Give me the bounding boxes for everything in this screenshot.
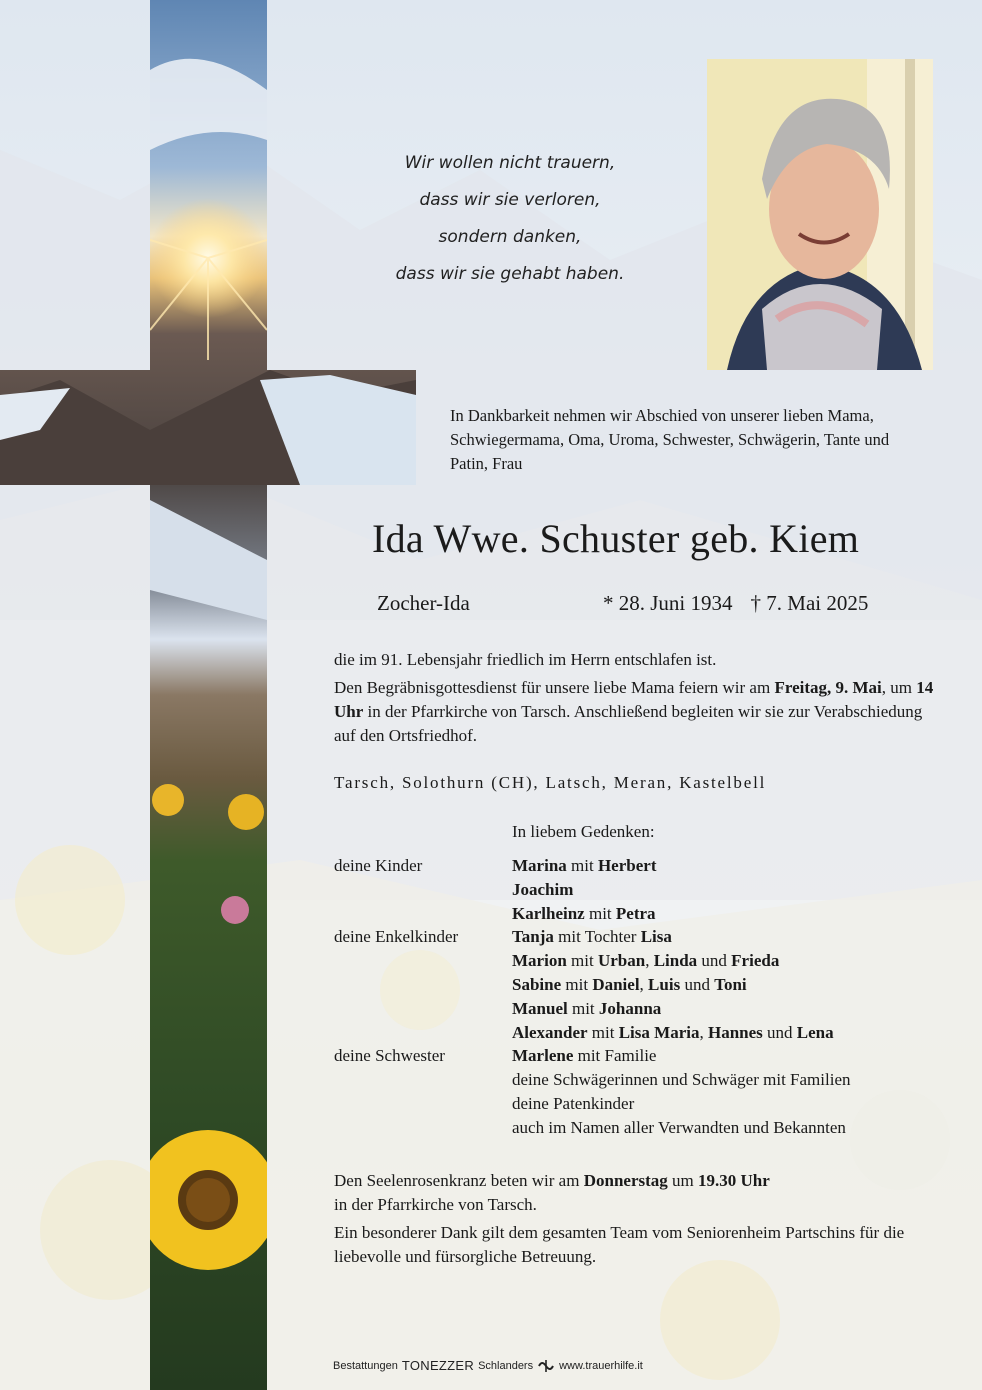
text-span: und [697, 951, 732, 971]
text-span: mit [587, 1022, 619, 1042]
person-name: Luis [648, 974, 681, 994]
text-span: und [680, 974, 715, 994]
list-item [334, 1044, 954, 1068]
person-name: Hannes [707, 1022, 763, 1042]
list-item [334, 902, 954, 926]
list-item [334, 1068, 954, 1092]
list-item [334, 925, 954, 949]
text-span: mit [566, 856, 598, 875]
person-name: Joachim [512, 879, 574, 899]
person-name: Marlene [512, 1046, 574, 1066]
text-span: mit Tochter [553, 927, 641, 947]
list-item [334, 1021, 954, 1045]
list-item [334, 854, 954, 878]
text-span: , [639, 974, 649, 994]
relation-label [334, 973, 512, 997]
poem-line: dass wir sie gehabt haben. [395, 264, 625, 284]
family-names [512, 1044, 656, 1068]
relation-label [334, 1068, 512, 1092]
text-span: in der Pfarrkirche von Tarsch. [334, 1195, 537, 1214]
text-span: Den Seelenrosenkranz beten wir am [334, 1171, 584, 1190]
family-list [334, 854, 954, 1140]
text-span: mit [584, 903, 616, 923]
person-name: Marina [512, 856, 567, 875]
list-item [334, 878, 954, 902]
family-names [512, 973, 747, 997]
poem [360, 145, 660, 293]
person-name: Toni [714, 974, 747, 994]
footer [333, 1358, 643, 1373]
rosary-day: Donnerstag [583, 1171, 668, 1190]
text-span: Den Begräbnisgottesdienst für unsere liebe Mama feiern wir am [334, 678, 775, 697]
person-name: Linda [653, 951, 698, 971]
intro-text: In Dankbarkeit nehmen wir Abschied von unserer lieben Mama, Schwiegermama, Oma, Uroma, Schwester, Schwägerin, Tante und Patin, Frau [450, 406, 890, 473]
person-name: Karlheinz [512, 903, 585, 923]
list-item [334, 997, 954, 1021]
life-dates [603, 591, 868, 616]
person-name: Lena [796, 1022, 834, 1042]
portrait-photo [707, 59, 933, 370]
text-span: , um [881, 678, 917, 697]
person-name: Lisa Maria [618, 1022, 700, 1042]
family-names [512, 902, 656, 926]
list-item [334, 973, 954, 997]
footer-link[interactable]: www.trauerhilfe.it [559, 1359, 643, 1372]
person-name: Tanja [512, 927, 554, 947]
deceased-nickname: Zocher-Ida [377, 591, 470, 615]
poem-line: dass wir sie verloren, [419, 190, 601, 210]
person-name: Marion [512, 951, 567, 971]
list-item [334, 1116, 954, 1140]
person-name: Manuel [512, 998, 568, 1018]
person-name: Daniel [592, 974, 640, 994]
family-names [512, 997, 661, 1021]
footer-prefix: Bestattungen [333, 1359, 398, 1372]
poem-line: sondern danken, [438, 227, 582, 247]
person-name: Johanna [598, 998, 662, 1018]
service-text [334, 676, 944, 748]
footer-brand: TONEZZER [401, 1358, 475, 1373]
rosary-text [334, 1169, 934, 1217]
thanks-text: Ein besonderer Dank gilt dem gesamten Team vom Seniorenheim Partschins für die liebevolle und fürsorgliche Betreuung. [334, 1223, 905, 1266]
list-item [334, 949, 954, 973]
family-names [512, 925, 672, 949]
person-name: Alexander [512, 1022, 588, 1042]
person-name: Frieda [731, 951, 780, 971]
rosary-time: 19.30 Uhr [698, 1171, 770, 1190]
relation-label [334, 1021, 512, 1045]
passing-text: die im 91. Lebensjahr friedlich im Herrn entschlafen ist. [334, 650, 717, 669]
relation-label: deine Kinder [334, 856, 423, 875]
relation-label [334, 949, 512, 973]
text-span: , [699, 1022, 708, 1042]
relation-label: deine Schwester [334, 1046, 445, 1066]
text-span: , [645, 951, 654, 971]
text-span: mit [566, 951, 598, 971]
footer-location: Schlanders [478, 1359, 534, 1372]
birth-date: * 28. Juni 1934 [603, 591, 733, 615]
funeral-notice [334, 648, 944, 752]
text-span: und [762, 1022, 797, 1042]
trauerhilfe-logo-icon [537, 1359, 555, 1373]
person-name: Petra [615, 903, 656, 923]
service-time: 14 Uhr [334, 678, 934, 721]
poem-line: Wir wollen nicht trauern, [404, 153, 616, 173]
relation-label [334, 878, 512, 902]
deceased-name: Ida Wwe. Schuster geb. Kiem [372, 516, 860, 561]
places: Tarsch, Solothurn (CH), Latsch, Meran, Kastelbell [334, 773, 767, 792]
list-item [334, 1092, 954, 1116]
closing-text [334, 1169, 934, 1273]
relation-label [334, 1092, 512, 1116]
relation-label [334, 997, 512, 1021]
family-names: deine Patenkinder [512, 1093, 635, 1113]
family-names: auch im Namen aller Verwandten und Bekannten [512, 1117, 846, 1137]
family-names: deine Schwägerinnen und Schwäger mit Familien [512, 1070, 851, 1090]
text-span: mit Familie [573, 1046, 657, 1066]
person-name: Urban [597, 951, 646, 971]
person-name: Herbert [597, 856, 657, 875]
relation-label: deine Enkelkinder [334, 927, 459, 947]
service-date: Freitag, 9. Mai [774, 678, 882, 697]
text-span: um [667, 1171, 699, 1190]
text-span: mit [561, 974, 593, 994]
death-date: † 7. Mai 2025 [750, 591, 869, 615]
memory-heading: In liebem Gedenken: [512, 822, 655, 841]
person-name: Sabine [512, 974, 562, 994]
text-span: in der Pfarrkirche von Tarsch. Anschließend begleiten wir sie zur Verabschiedung auf den Ortsfriedhof. [334, 702, 923, 745]
relation-label [334, 1116, 512, 1140]
family-names [512, 854, 656, 878]
relation-label [334, 902, 512, 926]
family-names [512, 878, 573, 902]
text-span: mit [567, 998, 599, 1018]
family-names [512, 949, 779, 973]
family-names [512, 1021, 834, 1045]
person-name: Lisa [640, 927, 672, 947]
